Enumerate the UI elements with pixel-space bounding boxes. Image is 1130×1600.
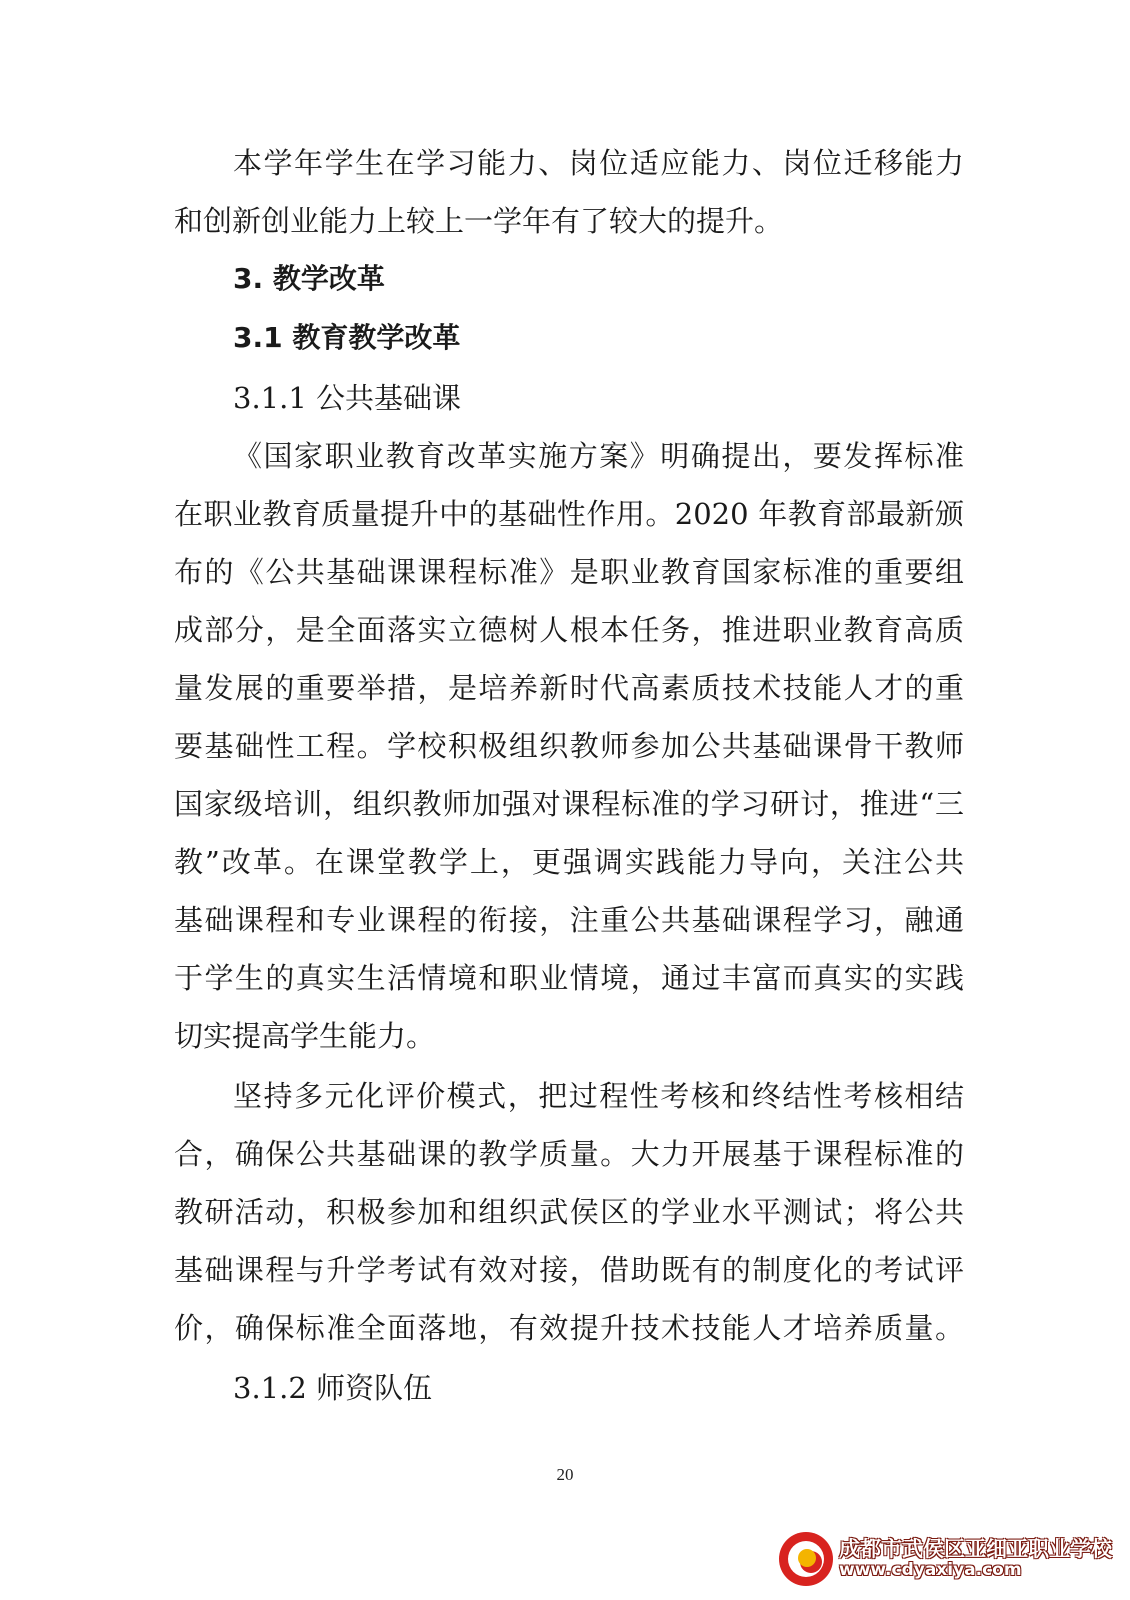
paragraph-line: 切实提高学生能力。 (174, 1019, 436, 1053)
watermark-text (839, 1538, 1112, 1580)
page-number: 20 (556, 1465, 574, 1484)
paragraph-line: 基础课程和专业课程的衔接，注重公共基础课程学习，融通 (174, 903, 964, 937)
watermark-url: www.cdyaxiya.com (839, 1560, 1022, 1581)
school-logo-icon (779, 1532, 833, 1586)
paragraph-line: 本学年学生在学习能力、岗位适应能力、岗位迁移能力 (233, 146, 964, 180)
watermark-school-name: 成都市武侯区亚细亚职业学校 (839, 1537, 1112, 1562)
subsubsection-heading: 3.1.1 公共基础课 (233, 381, 462, 415)
paragraph-line: 量发展的重要举措，是培养新时代高素质技术技能人才的重 (174, 671, 964, 705)
paragraph-line: 国家级培训，组织教师加强对课程标准的学习研讨，推进“三 (174, 787, 964, 821)
paragraph-line: 《国家职业教育改革实施方案》明确提出，要发挥标准 (233, 439, 964, 473)
paragraph-line: 教研活动，积极参加和组织武侯区的学业水平测试；将公共 (174, 1195, 964, 1229)
paragraph-line: 合，确保公共基础课的教学质量。大力开展基于课程标准的 (174, 1137, 964, 1171)
subsubsection-heading: 3.1.2 师资队伍 (233, 1371, 433, 1405)
paragraph-line: 在职业教育质量提升中的基础性作用。2020 年教育部最新颁 (174, 497, 964, 531)
paragraph-line: 基础课程与升学考试有效对接，借助既有的制度化的考试评 (174, 1253, 964, 1287)
paragraph-line: 坚持多元化评价模式，把过程性考核和终结性考核相结 (233, 1079, 964, 1113)
paragraph-line: 价，确保标准全面落地，有效提升技术技能人才培养质量。 (174, 1311, 964, 1345)
section-heading: 3. 教学改革 (233, 262, 385, 295)
paragraph-line: 成部分，是全面落实立德树人根本任务，推进职业教育高质 (174, 613, 964, 647)
paragraph-line: 要基础性工程。学校积极组织教师参加公共基础课骨干教师 (174, 729, 964, 763)
school-watermark (779, 1532, 1112, 1586)
paragraph-line: 于学生的真实生活情境和职业情境，通过丰富而真实的实践 (174, 961, 964, 995)
subsection-heading: 3.1 教育教学改革 (233, 321, 461, 354)
paragraph-line: 布的《公共基础课课程标准》是职业教育国家标准的重要组 (174, 555, 964, 589)
paragraph-line: 和创新创业能力上较上一学年有了较大的提升。 (174, 204, 784, 238)
paragraph-line: 教”改革。在课堂教学上，更强调实践能力导向，关注公共 (174, 845, 964, 879)
